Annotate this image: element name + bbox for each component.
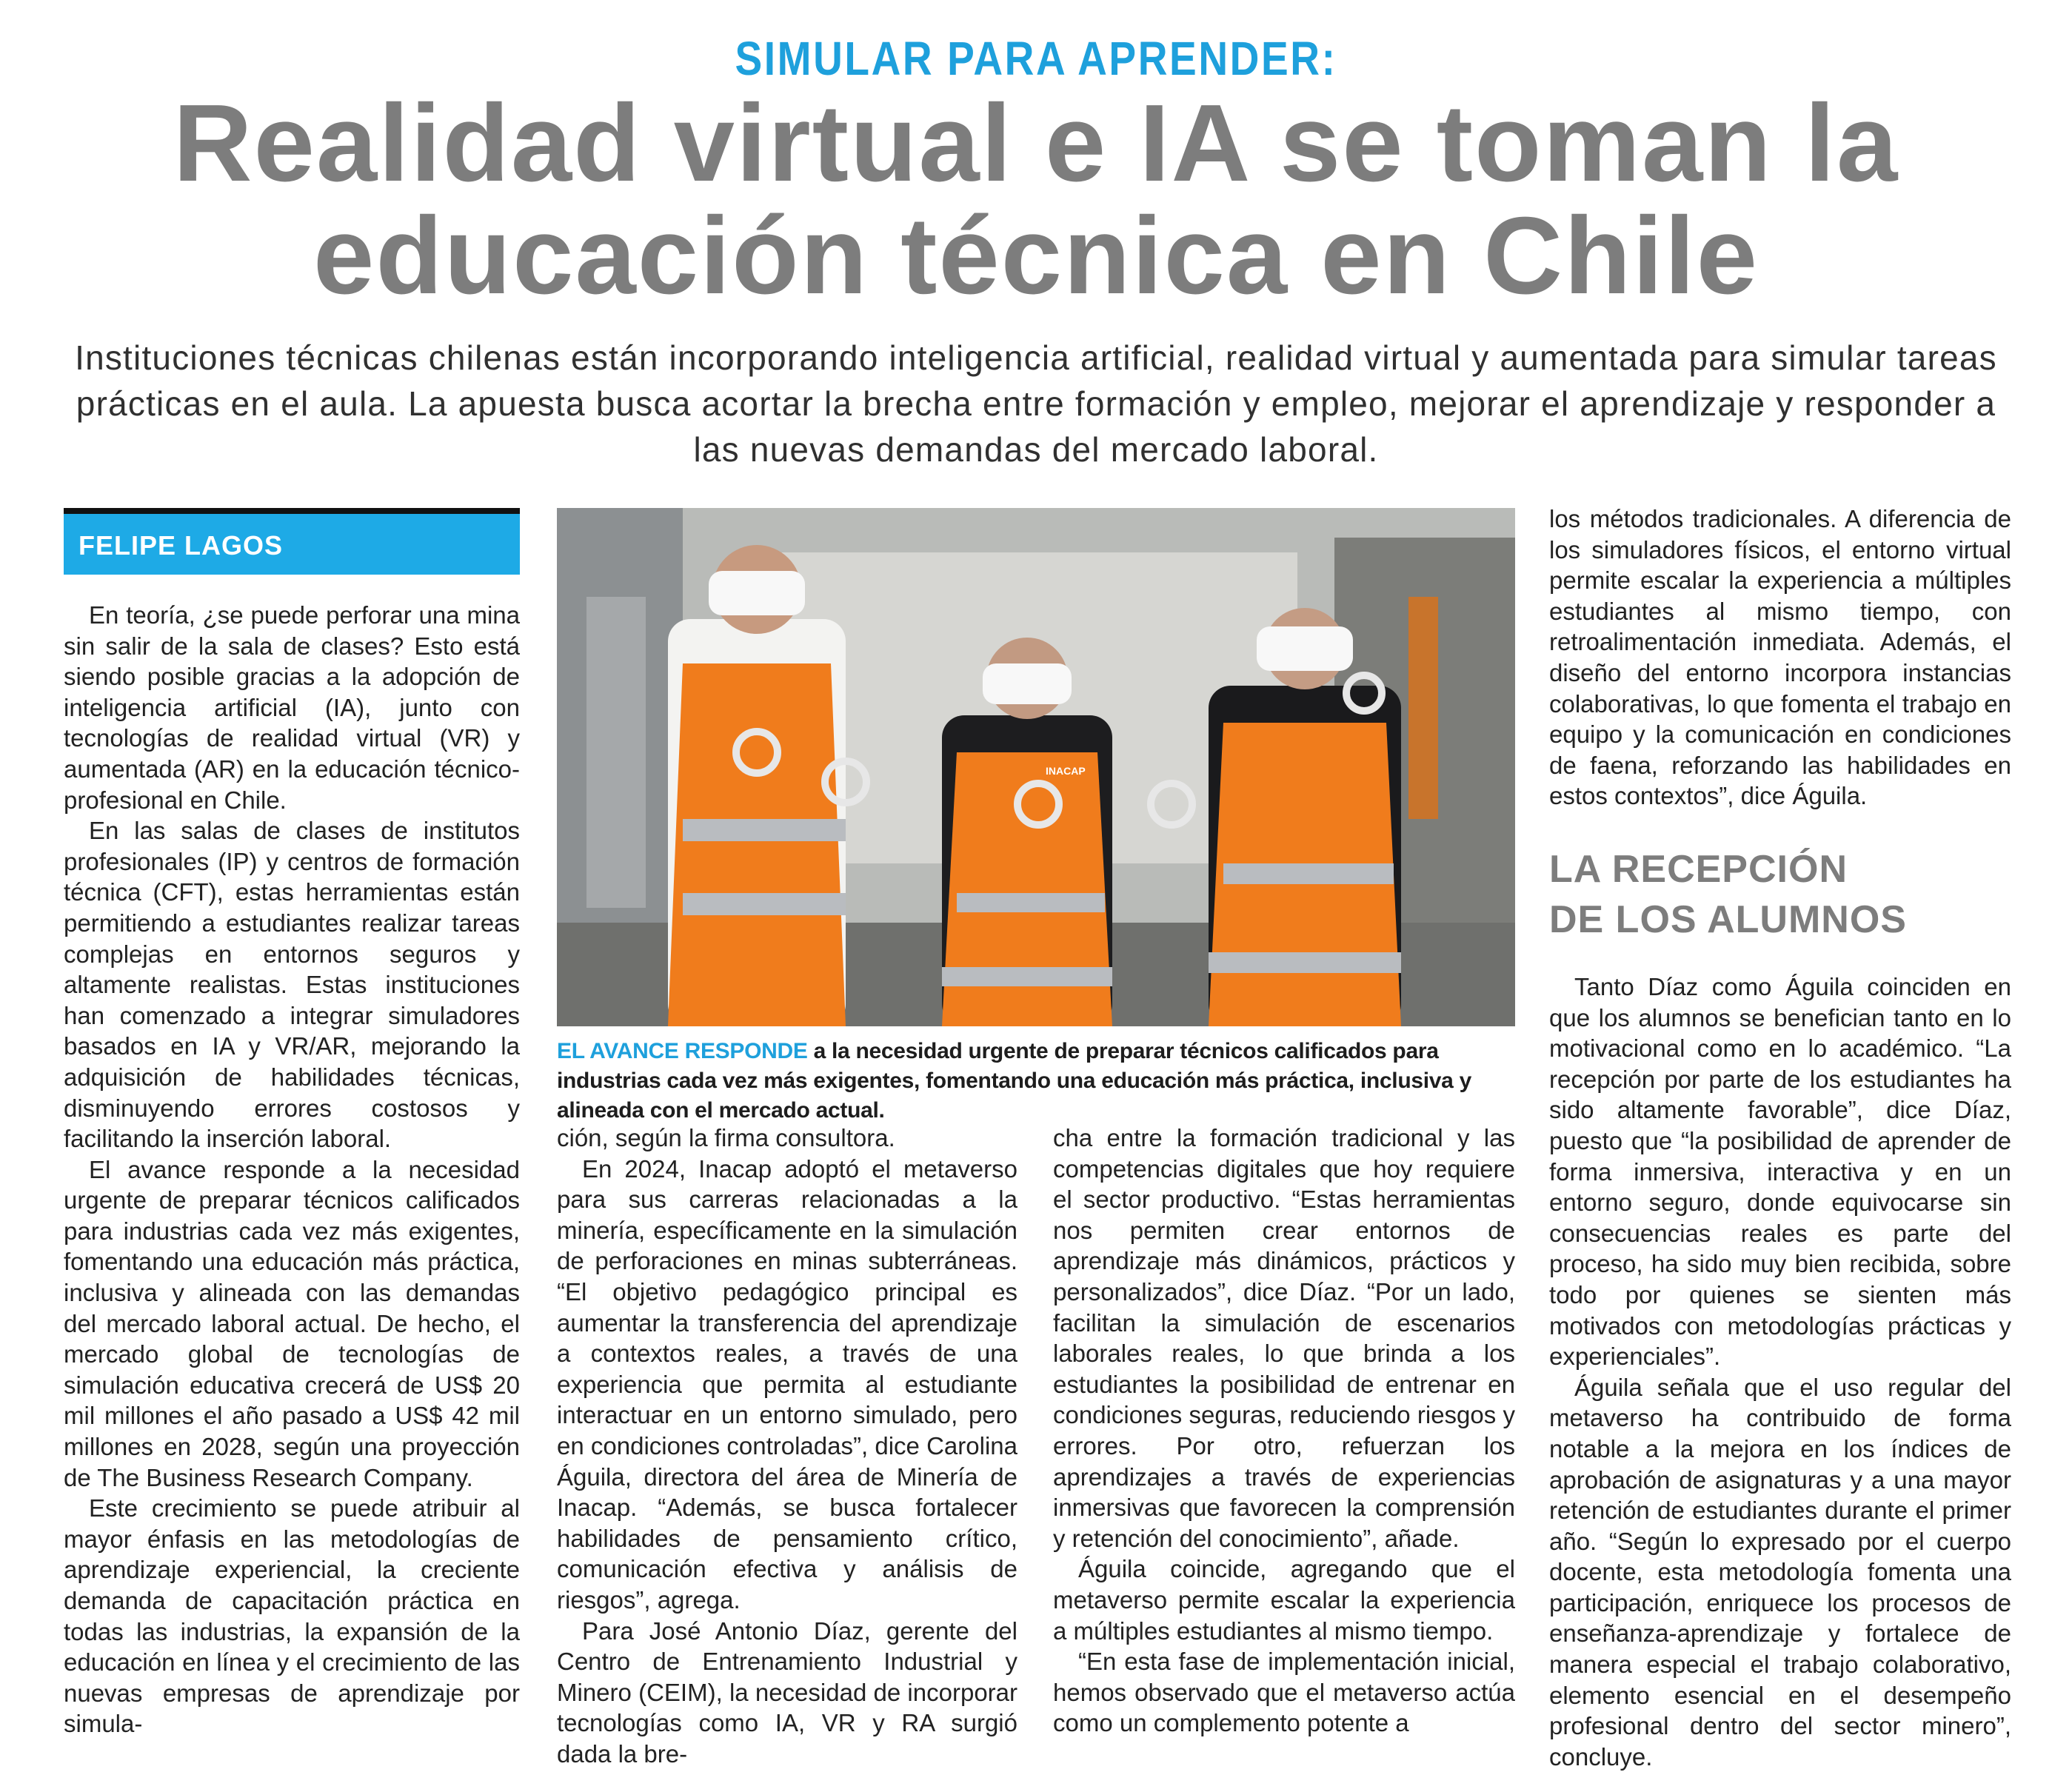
paragraph-continued: ción, según la firma consultora. (557, 1124, 895, 1151)
column-1 (64, 600, 520, 1739)
byline-author: FELIPE LAGOS (78, 530, 284, 561)
article-photo (557, 508, 1515, 1026)
column-3 (1053, 1123, 1515, 1739)
subhead-line-2: DE LOS ALUMNOS (1549, 898, 1907, 941)
column-4 (1549, 504, 2011, 812)
paragraph-continued: cha entre la formación tradicional y las competencias digitales que hoy requiere el sector productivo. “Estas herramientas nos permiten crear entornos de aprendizaje más dinámicos, prácticos y personalizados”, dice Díaz. “Por un lado, facilitan la simulación de escenarios laborales reales, lo que brinda a los estudiantes la posibilidad de entrenar en condiciones seguras, reduciendo riesgos y errores. Por otro, refuerzan los aprendizajes a través de experiencias inmersivas que favorecen la comprensión y retención del conocimiento”, añade. (1053, 1124, 1515, 1552)
paragraph: En teoría, ¿se puede perforar una mina sin salir de la sala de clases? Esto está siendo posible gracias a la adopción de inteligencia artificial (IA), junto con tecnologías de realidad virtual (VR) y aumentada (AR) en la educación técnico-profesional en Chile. (64, 601, 520, 814)
article-kicker: SIMULAR PARA APRENDER: (735, 32, 1337, 85)
paragraph: Tanto Díaz como Águila coinciden en que los alumnos se benefician tanto en lo motivacional como en lo académico. “La recepción por parte de los estudiantes ha sido altamente favorable”, dice Díaz, puesto que “la posibilidad de aprender de forma inmersiva, interactiva y en un entorno seguro, donde equivocarse sin consecuencias reales es parte del proceso, ha sido muy bien recibida, sobre todo por quienes se sienten más motivados con metodologías prácticas y experienciales”. (1549, 973, 2011, 1371)
paragraph: Águila señala que el uso regular del metaverso ha contribuido de forma notable a la mejora en los índices de aprobación de asignaturas y a una mayor retención de estudiantes durante el primer año. “Según lo expresado por el cuerpo docente, esta metodología fomenta una participación, enriquece los procesos de enseñanza-aprendizaje y fortalece de manera especial el trabajo colaborativo, elemento esencial en el desempeño profesional dentro del sector minero”, concluye. (1549, 1373, 2011, 1771)
paragraph: Este crecimiento se puede atribuir al mayor énfasis en las metodologías de aprendizaje experiencial, la creciente demanda de capacitación práctica en todas las industrias, la expansión de la educación en línea y el crecimiento de las nuevas empresas de aprendizaje por simula- (64, 1494, 520, 1738)
paragraph: En 2024, Inacap adoptó el metaverso para sus carreras relacionadas a la minería, específicamente en la simulación de perforaciones en minas subterráneas. “El objetivo pedagógico principal es aumentar la transferencia del aprendizaje a contextos reales, a través de una experiencia que permita al estudiante interactuar en un entorno simulado, pero en condiciones controladas”, dice Carolina Águila, directora del área de Minería de Inacap. “Además, se busca fortalecer habilidades de pensamiento crítico, comunicación efectiva y análisis de riesgos”, agrega. (557, 1154, 1017, 1614)
column-2 (557, 1123, 1017, 1769)
subhead-line-1: LA RECEPCIÓN (1549, 848, 1848, 891)
byline-bar (64, 508, 520, 575)
paragraph: En las salas de clases de institutos profesionales (IP) y centros de formación técnica (CFT), estas herramientas están permitiendo a estudiantes realizar tareas complejas en entornos seguros y altamente realistas. Estas instituciones han comenzado a integrar simuladores basados en IA y VR/AR, mejorando la adquisición de habilidades técnicas, disminuyendo errores costosos y facilitando la inserción laboral. (64, 817, 520, 1153)
paragraph: El avance responde a la necesidad urgente de preparar técnicos calificados para industrias cada vez más exigentes, fomentando una educación más práctica, inclusiva y alineada con las demandas del mercado laboral actual. De hecho, el mercado global de tecnologías de simulación educativa crecerá de US$ 20 mil millones el año pasado a US$ 42 mil millones en 2028, según una proyección de The Business Research Company. (64, 1155, 520, 1491)
paragraph: “En esta fase de implementación inicial, hemos observado que el metaverso actúa como un complemento potente a (1053, 1648, 1515, 1737)
photo-caption (557, 1037, 1515, 1126)
section-subhead (1549, 844, 2011, 945)
paragraph: Águila coincide, agregando que el metaverso permite escalar la experiencia a múltiples estudiantes al mismo tiempo. (1053, 1555, 1515, 1645)
paragraph-continued: los métodos tradicionales. A diferencia de los simuladores físicos, el entorno virtual permite escalar la experiencia a múltiples estudiantes al mismo tiempo, con retroalimentación inmediata. Además, el diseño del entorno incorpora instancias colaborativas, lo que fomenta el trabajo en equipo y la comunicación en condiciones de faena, reforzando las habilidades en estos contextos”, dice Águila. (1549, 505, 2011, 810)
article-headline (133, 82, 1939, 317)
column-4-continued (1549, 972, 2011, 1772)
headline-line-2: educación técnica en Chile (313, 195, 1759, 317)
article-deck: Instituciones técnicas chilenas están incorporando inteligencia artificial, realidad virtual y aumentada para simular tareas prácticas en el aula. La apuesta busca acortar la brecha entre formación y empleo, mejorar el aprendizaje y responder a las nuevas demandas del mercado laboral. (75, 338, 1997, 469)
caption-lead: EL AVANCE RESPONDE (557, 1039, 808, 1063)
paragraph: Para José Antonio Díaz, gerente del Centro de Entrenamiento Industrial y Minero (CEIM), la necesidad de incorporar tecnologías como IA, VR y RA surgió dada la bre- (557, 1616, 1017, 1768)
headline-line-1: Realidad virtual e IA se toman la (173, 82, 1899, 204)
caption-text: a la necesidad urgente de preparar técnicos calificados para industrias cada vez más exigentes, fomentando una educación más práctica, inclusiva y alineada con el mercado actual. (557, 1039, 1471, 1123)
vest-logo-text: INACAP (1046, 765, 1086, 777)
